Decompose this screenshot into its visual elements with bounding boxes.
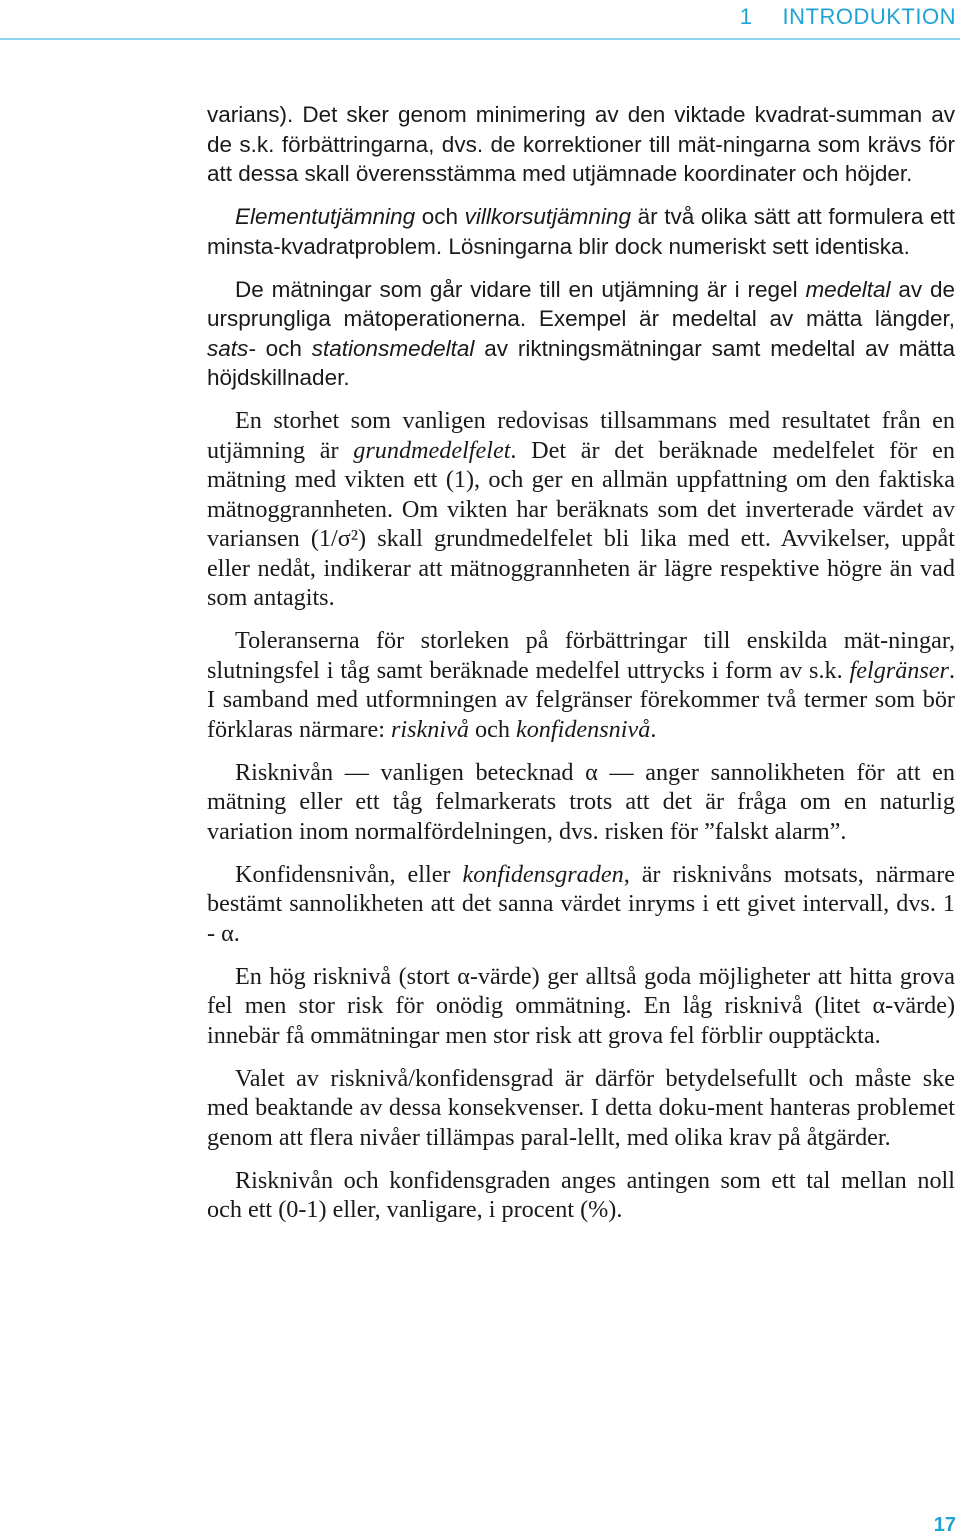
- term-stationsmedeltal: stationsmedeltal: [311, 335, 475, 361]
- chapter-number: 1: [739, 4, 753, 29]
- running-header: [740, 4, 956, 30]
- paragraph-4: En storhet som vanligen redovisas tillsammans med resultatet från en utjämning är grundmedelfelet. Det är det beräknade medelfelet för en mätning med vikten ett (1), och ger en allmän uppfattning om den faktiska mätnoggrannheten. Om vikten har beräknats som det inverterade värdet av variansen (1/σ²) skall grundmedelfelet bli lika med ett. Avvikelser, uppåt eller nedåt, indikerar att mätnoggrannheten är lägre respektive högre än vad som antagits.: [207, 407, 956, 611]
- header-rule: [0, 38, 960, 40]
- paragraph-10: Risknivån och konfidensgraden anges antingen som ett tal mellan noll och ett (0-1) eller, vanligare, i procent (%).: [207, 1166, 955, 1223]
- term-elementutjamning: Elementutjämning: [235, 204, 416, 229]
- term-medeltal: medeltal: [805, 276, 891, 302]
- term-sats: sats-: [207, 335, 256, 361]
- paragraph-5: Toleranserna för storleken på förbättringar till enskilda mät-ningar, slutningsfel i tåg samt beräknade medelfel uttrycks i form av s.k. felgränser. I samband med utformningen av felgränser förekommer två termer som bör förklaras närmare: risknivå och konfidensnivå.: [207, 627, 955, 743]
- term-konfidensgraden: konfidensgraden: [462, 860, 624, 888]
- paragraph-2: Elementutjämning och villkorsutjämning är två olika sätt att formulera ett minsta-kvadratproblem. Lösningarna blir dock numeriskt sett identiska.: [207, 204, 956, 259]
- term-riskniva: risknivå: [391, 715, 469, 743]
- paragraph-8: En hög risknivå (stort α-värde) ger alltså goda möjligheter att hitta grova fel men stor risk för onödig ommätning. En låg risknivå (litet α-värde) innebär få ommätningar men stor risk att grova fel förblir oupptäckta.: [207, 962, 955, 1049]
- term-grundmedelfelet: grundmedelfelet: [353, 436, 511, 464]
- term-felgranser: felgränser: [849, 656, 949, 684]
- page-number: 17: [933, 1514, 956, 1536]
- body-text: [207, 100, 955, 1225]
- paragraph-6: Risknivån — vanligen betecknad α — anger sannolikheten för att en mätning eller ett tåg felmarkerats trots att det är fråga om en naturlig variation inom normalfördelningen, dvs. risken för ”falskt alarm”.: [207, 758, 955, 845]
- paragraph-7: Konfidensnivån, eller konfidensgraden, är risknivåns motsats, närmare bestämt sannolikheten att det sanna värdet inryms i ett givet intervall, dvs. 1 - α.: [207, 860, 955, 947]
- term-konfidensniva: konfidensnivå: [515, 715, 651, 743]
- paragraph-1: varians). Det sker genom minimering av den viktade kvadrat-summan av de s.k. förbättringarna, dvs. de korrektioner till mät-ningarna som krävs för att dessa skall överensstämma med utjämnade koordinater och höjder.: [207, 102, 955, 186]
- paragraph-9: Valet av risknivå/konfidensgrad är därför betydelsefullt och måste ske med beaktande av dessa konsekvenser. I detta doku-ment hanteras problemet genom att flera nivåer tillämpas paral-lellt, med olika krav på åtgärder.: [207, 1064, 955, 1151]
- chapter-title: INTRODUKTION: [782, 4, 956, 29]
- term-villkorsutjamning: villkorsutjämning: [464, 204, 631, 229]
- paragraph-3: De mätningar som går vidare till en utjämning är i regel medeltal av de ursprungliga mätoperationerna. Exempel är medeltal av mätta längder, sats- och stationsmedeltal av riktningsmätningar samt medeltal av mätta höjdskillnader.: [207, 276, 955, 390]
